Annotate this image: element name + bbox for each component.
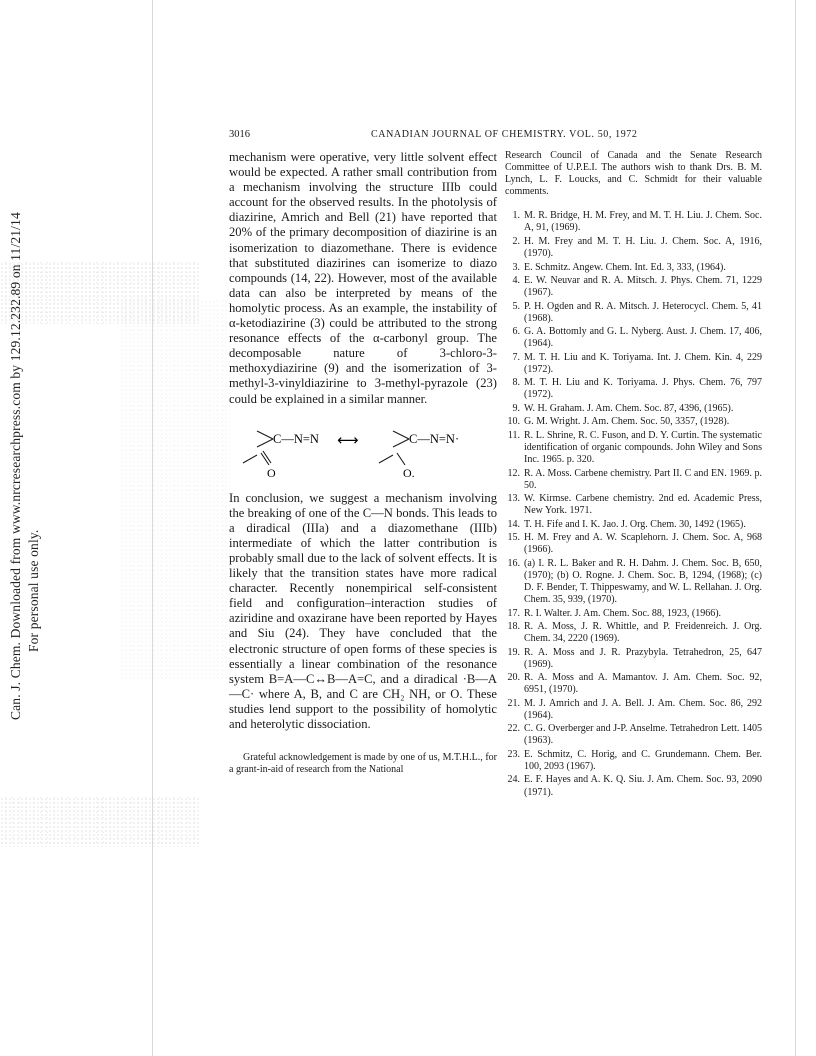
reference-number: 17.	[507, 607, 520, 619]
scan-fold-line-right	[795, 0, 796, 1056]
reference-item	[505, 403, 762, 415]
reference-number: 2.	[512, 235, 520, 247]
reference-item	[505, 621, 762, 645]
reference-item	[505, 723, 762, 747]
reference-item	[505, 608, 762, 620]
reference-text: R. I. Walter. J. Am. Chem. Soc. 88, 1923, (1966).	[524, 607, 722, 619]
reference-number: 1.	[512, 210, 520, 222]
reference-item	[505, 377, 762, 401]
bond-line	[379, 455, 393, 463]
reference-item	[505, 326, 762, 350]
reference-text: W. Kirmse. Carbene chemistry. 2nd ed. Academic Press, New York. 1971.	[524, 493, 762, 517]
reference-item	[505, 301, 762, 325]
reference-number: 13.	[507, 493, 520, 505]
left-column	[229, 150, 497, 777]
right-column	[505, 150, 762, 800]
body-paragraph-continued: mechanism were operative, very little solvent effect would be expected. A rather small contribution from a mechanism involving the structure IIIb could account for the observed results. In the photolysis of diazirine, Amrich and Bell (21) have reported that 20% of the primary decomposition of diazirine is an isomerization to diazomethane. There is evidence that substituted diazirines can isomerize to diazo compounds (14, 22). However, most of the available data can also be interpreted by means of the homolytic process. As an example, the instability of α-ketodiazirine (3) could be attributed to the strong resonance effects of the α-carbonyl group. The decomposable nature of 3-chloro-3-methoxydiazirine (9) and the isomerization of 3-methyl-3-vinyldiazirine to 3-methyl-pyrazole (23) could be explained in a similar manner.	[229, 150, 497, 406]
reference-text: M. T. H. Liu and K. Toriyama. J. Phys. Chem. 76, 797 (1972).	[524, 377, 762, 401]
reference-text: W. H. Graham. J. Am. Chem. Soc. 87, 4396, (1965).	[524, 402, 734, 414]
reference-item	[505, 749, 762, 773]
reference-number: 19.	[507, 646, 520, 658]
reference-number: 24.	[507, 774, 520, 786]
reference-text: M. T. H. Liu and K. Toriyama. Int. J. Chem. Kin. 4, 229 (1972).	[524, 351, 762, 375]
reference-item	[505, 558, 762, 606]
scan-speckle-lower	[0, 797, 200, 847]
reference-item	[505, 532, 762, 556]
bond-line	[397, 453, 405, 465]
reference-number: 15.	[507, 532, 520, 544]
left-nitrogen-group: C—N=N	[273, 431, 319, 446]
page-number: 3016	[229, 129, 250, 140]
bond-line	[243, 455, 257, 463]
reference-text: G. M. Wright. J. Am. Chem. Soc. 50, 3357, (1928).	[524, 416, 730, 428]
reference-number: 8.	[512, 377, 520, 389]
reference-number: 22.	[507, 723, 520, 735]
reference-text: E. F. Hayes and A. K. Q. Siu. J. Am. Chem. Soc. 93, 2090 (1971).	[524, 774, 762, 798]
reference-number: 10.	[507, 416, 520, 428]
running-header	[229, 129, 761, 143]
reference-number: 11.	[507, 429, 520, 441]
reference-text: E. Schmitz, C. Horig, and C. Grundemann. Chem. Ber. 100, 2093 (1967).	[524, 748, 762, 772]
reference-item	[505, 236, 762, 260]
reference-item	[505, 698, 762, 722]
scan-fold-line-left	[152, 0, 153, 1056]
acknowledgement-paragraph: Grateful acknowledgement is made by one of us, M.T.H.L., for a grant-in-aid of research from the National	[229, 752, 497, 776]
reference-text: P. H. Ogden and R. A. Mitsch. J. Heterocycl. Chem. 5, 41 (1968).	[524, 300, 762, 324]
resonance-scheme	[229, 411, 497, 487]
reference-number: 21.	[507, 697, 520, 709]
reference-text: H. M. Frey and A. W. Scaplehorn. J. Chem. Soc. A, 968 (1966).	[524, 532, 762, 556]
reference-number: 18.	[507, 621, 520, 633]
reference-number: 7.	[512, 351, 520, 363]
resonance-arrow: ⟷	[337, 430, 359, 449]
reference-text: E. W. Neuvar and R. A. Mitsch. J. Phys. Chem. 71, 1229 (1967).	[524, 275, 762, 299]
right-oxygen: O.	[403, 465, 415, 480]
reference-text: R. A. Moss, J. R. Whittle, and P. Freidenreich. J. Org. Chem. 34, 2220 (1969).	[524, 621, 762, 645]
download-notice	[6, 212, 46, 720]
reference-number: 16.	[507, 557, 520, 569]
reference-item	[505, 647, 762, 671]
reference-item	[505, 352, 762, 376]
reference-number: 3.	[512, 261, 520, 273]
reference-text: C. G. Overberger and J-P. Anselme. Tetrahedron Lett. 1405 (1963).	[524, 723, 762, 747]
reference-text: M. R. Bridge, H. M. Frey, and M. T. H. Liu. J. Chem. Soc. A, 91, (1969).	[524, 210, 762, 234]
left-oxygen: O	[267, 465, 276, 480]
reference-text: (a) I. R. L. Baker and R. H. Dahm. J. Chem. Soc. B, 650, (1970); (b) O. Rogne. J. Chem. Soc. B, 1294, (1968); (c) D. F. Bender, T. Thippeswamy, and W. L. Rellahan. J. Org. Chem. 35, 939, (1970).	[524, 557, 762, 606]
reference-number: 4.	[512, 275, 520, 287]
reference-item	[505, 210, 762, 234]
bond-line	[257, 431, 273, 439]
personal-use-notice: For personal use only.	[26, 529, 41, 652]
reference-item	[505, 275, 762, 299]
reference-text: E. Schmitz. Angew. Chem. Int. Ed. 3, 333, (1964).	[524, 261, 726, 273]
reference-number: 9.	[512, 402, 520, 414]
reference-item	[505, 493, 762, 517]
reference-item	[505, 468, 762, 492]
reference-number: 5.	[512, 300, 520, 312]
reference-item	[505, 430, 762, 466]
reference-item	[505, 672, 762, 696]
reference-number: 20.	[507, 672, 520, 684]
bond-line	[257, 439, 273, 447]
reference-number: 23.	[507, 748, 520, 760]
scan-speckle-middle	[120, 300, 230, 680]
reference-text: M. J. Amrich and J. A. Bell. J. Am. Chem. Soc. 86, 292 (1964).	[524, 697, 762, 721]
resonance-structure-drawing	[229, 411, 497, 487]
reference-text: T. H. Fife and I. K. Jao. J. Org. Chem. 30, 1492 (1965).	[524, 518, 746, 530]
reference-item	[505, 416, 762, 428]
download-notice-line: Can. J. Chem. Downloaded from www.nrcresearchpress.com by 129.12.232.89 on 11/21/14	[8, 212, 23, 720]
reference-text: R. L. Shrine, R. C. Fuson, and D. Y. Curtin. The systematic identification of organic compounds. John Wiley and Sons Inc. 1965. p. 320.	[524, 429, 762, 466]
reference-list	[505, 210, 762, 798]
reference-number: 12.	[507, 467, 520, 479]
reference-number: 14.	[507, 518, 520, 530]
bond-line	[393, 431, 409, 439]
reference-text: R. A. Moss and A. Mamantov. J. Am. Chem. Soc. 92, 6951, (1970).	[524, 672, 762, 696]
reference-text: R. A. Moss. Carbene chemistry. Part II. C and EN. 1969. p. 50.	[524, 467, 762, 491]
bond-line	[393, 439, 409, 447]
acknowledgement-continued: Research Council of Canada and the Senate Research Committee of U.P.E.I. The authors wish to thank Drs. B. M. Lynch, L. F. Loucks, and C. Schmidt for their valuable comments.	[505, 150, 762, 198]
reference-number: 6.	[512, 326, 520, 338]
conclusion-paragraph: In conclusion, we suggest a mechanism involving the breaking of one of the C—N bonds. This leads to a diradical (IIIa) and a diazomethane (IIIb) intermediate of which the latter contribution is probably small due to the lack of solvent effects. It is likely that the transition states have more radical character. Recently nonempirical self-consistent field and configuration–interaction studies of aziridine and oxazirane have been reported by Hayes and Siu (24). They have concluded that the electronic structure of open forms of these species is essentially a linear combination of the resonance system B=A—C↔B—A=C, and a diradical ·B—A—C· where A, B, and C are CH₂ NH, or O. These studies lend support to the possibility of homolytic and heterolytic dissociation.	[229, 490, 497, 731]
reference-text: H. M. Frey and M. T. H. Liu. J. Chem. Soc. A, 1916, (1970).	[524, 235, 762, 260]
reference-text: G. A. Bottomly and G. L. Nyberg. Aust. J. Chem. 17, 406, (1964).	[524, 326, 762, 350]
reference-item	[505, 774, 762, 798]
reference-item	[505, 519, 762, 531]
reference-item	[505, 262, 762, 274]
reference-text: R. A. Moss and J. R. Prazybyla. Tetrahedron, 25, 647 (1969).	[524, 646, 762, 670]
right-nitrogen-group: C—N=N·	[409, 431, 460, 446]
journal-title: CANADIAN JOURNAL OF CHEMISTRY. VOL. 50, 1972	[371, 129, 638, 140]
